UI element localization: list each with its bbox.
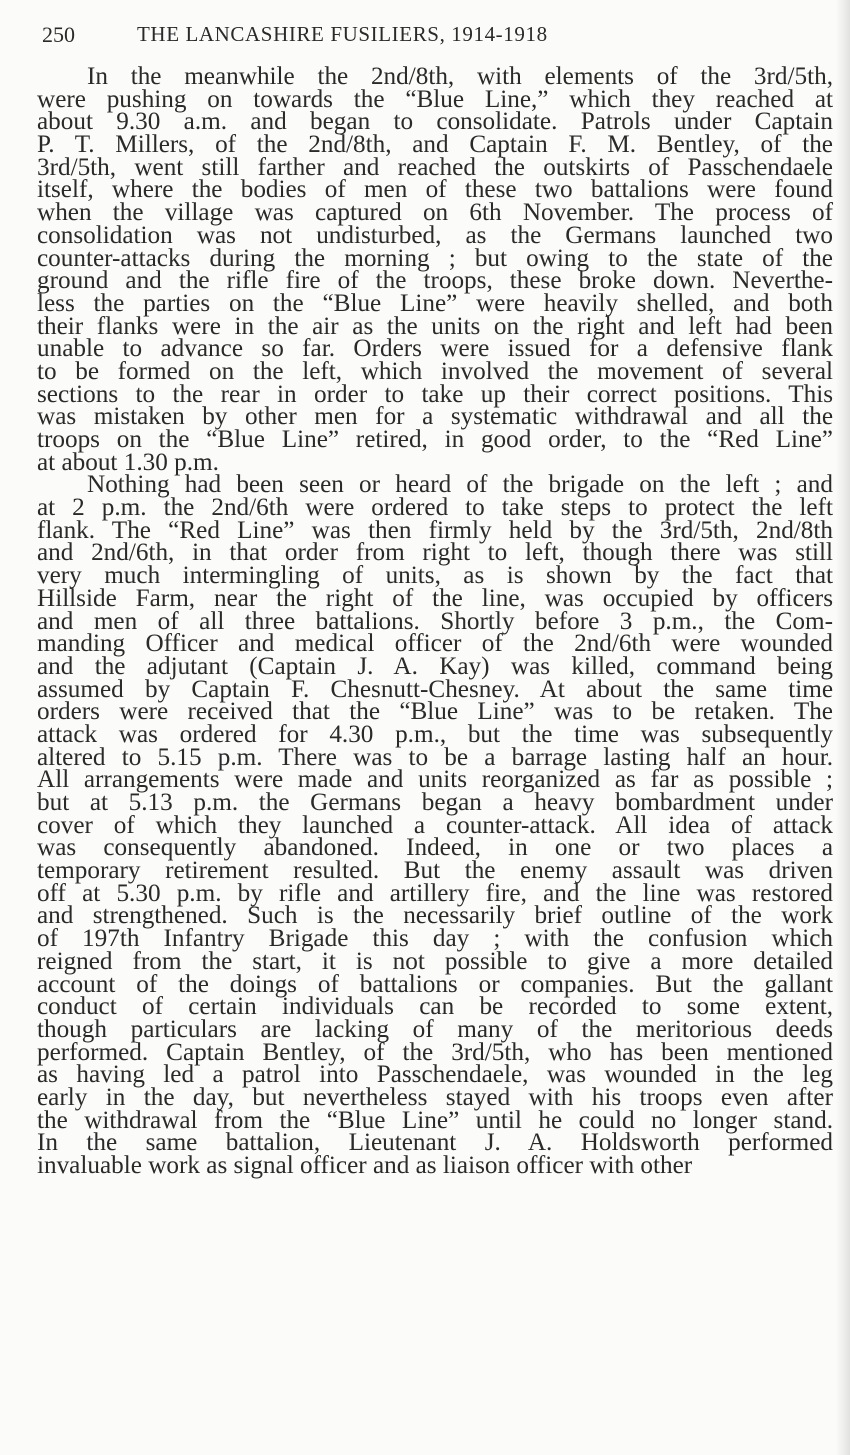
text-line: altered to 5.15 p.m. There was to be a barrage lasting half an hour.	[37, 743, 833, 771]
text-line: to be formed on the left, which involved the movement of several	[37, 357, 833, 385]
text-line: conduct of certain individuals can be recorded to some extent,	[37, 993, 833, 1021]
text-line: account of the doings of battalions or companies. But the gallant	[37, 970, 833, 998]
text-line: but at 5.13 p.m. the Germans began a heavy bombardment under	[37, 789, 833, 816]
text-line: counter-attacks during the morning ; but owing to the state of the	[37, 244, 833, 272]
text-line: was mistaken by other men for a systematic withdrawal and all the	[37, 403, 833, 431]
text-line: consolidation was not undisturbed, as the Germans launched two	[37, 221, 833, 249]
text-line: when the village was captured on 6th November. The process of	[37, 199, 833, 227]
text-line: was consequently abandoned. Indeed, in one or two places a	[37, 834, 833, 862]
text-line: at about 1.30 p.m.	[37, 448, 219, 476]
text-line: P. T. Millers, of the 2nd/8th, and Captain F. M. Bentley, of the	[37, 131, 833, 159]
text-line: and the adjutant (Captain J. A. Kay) was killed, command being	[37, 652, 833, 680]
text-line: less the parties on the “Blue Line” were heavily shelled, and both	[37, 289, 833, 317]
text-line: assumed by Captain F. Chesnutt-Chesney. At about the same time	[37, 675, 833, 703]
text-line: very much intermingling of units, as is shown by the fact that	[37, 562, 833, 590]
text-line: off at 5.30 p.m. by rifle and artillery fire, and the line was restored	[37, 879, 833, 907]
text-line: and men of all three battalions. Shortly before 3 p.m., the Com-	[37, 607, 833, 635]
text-line: Hillside Farm, near the right of the line, was occupied by officers	[37, 584, 833, 612]
text-line: All arrangements were made and units reorganized as far as possible ;	[37, 766, 833, 794]
text-line: orders were received that the “Blue Line” was to be retaken. The	[37, 698, 833, 726]
page-gutter-shadow	[836, 0, 850, 1455]
text-line: manding Officer and medical officer of the 2nd/6th were wounded	[37, 630, 833, 658]
text-line: were pushing on towards the “Blue Line,” which they reached at	[37, 85, 833, 113]
page-number: 250	[42, 22, 75, 47]
text-line: Nothing had been seen or heard of the brigade on the left ; and	[87, 471, 833, 499]
text-line: In the same battalion, Lieutenant J. A. Holdsworth performed	[37, 1129, 833, 1157]
text-line: about 9.30 a.m. and began to consolidate. Patrols under Captain	[37, 108, 833, 136]
text-line: attack was ordered for 4.30 p.m., but the time was subsequently	[37, 720, 833, 748]
page-header	[40, 22, 820, 52]
text-line: at 2 p.m. the 2nd/6th were ordered to take steps to protect the left	[37, 494, 833, 522]
text-line: troops on the “Blue Line” retired, in good order, to the “Red Line”	[37, 426, 833, 453]
text-line: performed. Captain Bentley, of the 3rd/5th, who has been mentioned	[37, 1038, 833, 1066]
text-line: and strengthened. Such is the necessarily brief outline of the work	[37, 902, 833, 930]
text-line: reigned from the start, it is not possible to give a more detailed	[37, 947, 833, 975]
text-line: and 2nd/6th, in that order from right to left, though there was still	[37, 539, 833, 567]
text-line: their flanks were in the air as the units on the right and left had been	[37, 312, 833, 340]
text-line: sections to the rear in order to take up their correct positions. This	[37, 380, 833, 408]
text-line: though particulars are lacking of many of the meritorious deeds	[37, 1015, 833, 1043]
paragraph	[37, 471, 833, 1179]
text-line: flank. The “Red Line” was then firmly held by the 3rd/5th, 2nd/8th	[37, 516, 833, 544]
text-line: invaluable work as signal officer and as liaison officer with other	[37, 1152, 693, 1179]
body-text	[37, 63, 833, 1179]
text-line: cover of which they launched a counter-attack. All idea of attack	[37, 811, 833, 839]
text-line: ground and the rifle fire of the troops, these broke down. Neverthe-	[37, 267, 833, 295]
text-line: temporary retirement resulted. But the enemy assault was driven	[37, 857, 833, 885]
text-line: In the meanwhile the 2nd/8th, with elements of the 3rd/5th,	[87, 63, 833, 90]
text-line: unable to advance so far. Orders were issued for a defensive flank	[37, 335, 833, 363]
text-line: as having led a patrol into Passchendaele, was wounded in the leg	[37, 1061, 833, 1089]
text-line: the withdrawal from the “Blue Line” until he could no longer stand.	[37, 1106, 833, 1134]
text-line: 3rd/5th, went still farther and reached the outskirts of Passchendaele	[37, 153, 833, 181]
text-line: of 197th Infantry Brigade this day ; with the confusion which	[37, 925, 833, 953]
paragraph	[37, 63, 833, 476]
running-title: THE LANCASHIRE FUSILIERS, 1914-1918	[137, 22, 548, 46]
text-line: early in the day, but nevertheless stayed with his troops even after	[37, 1083, 833, 1111]
text-line: itself, where the bodies of men of these two battalions were found	[37, 176, 833, 204]
